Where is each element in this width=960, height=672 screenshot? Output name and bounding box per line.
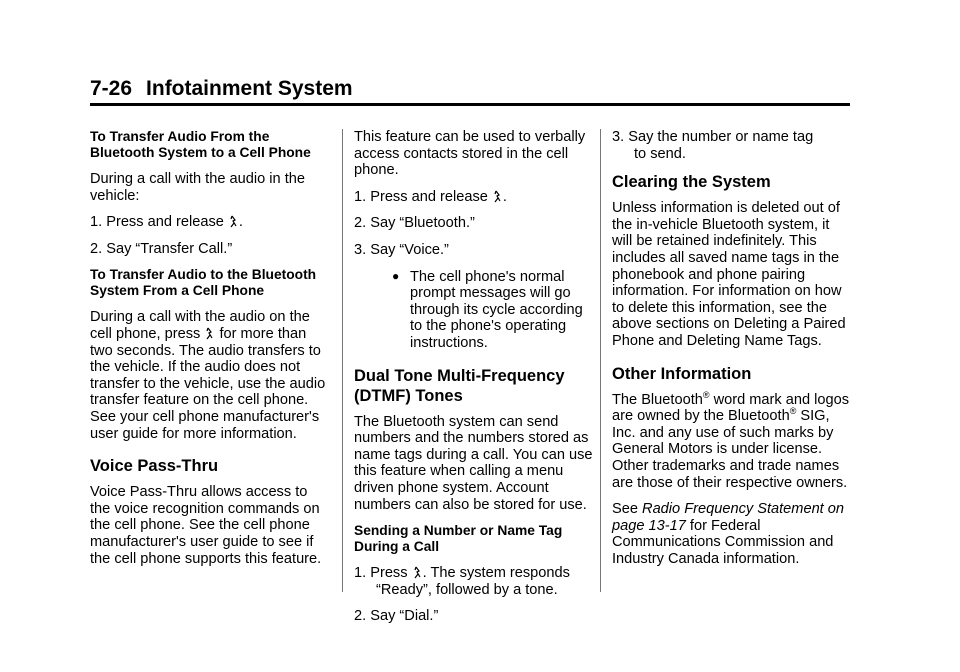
- step-item: [612, 129, 852, 162]
- page-number: 7-26: [90, 77, 133, 100]
- step-text: 1. Press and release: [90, 214, 228, 231]
- subheading: To Transfer Audio From the Bluetooth System to a Cell Phone: [90, 129, 311, 160]
- paragraph-text: SIG, Inc. and any use of such marks by General Motors is under license. Other trademarks and trade names are those of their respective owners.: [612, 408, 848, 491]
- column-divider: [600, 129, 601, 592]
- paragraph: The Bluetooth system can send numbers and the numbers stored as name tags during a call. You can use this feature when calling a menu driven phone system. Account numbers can also be stored for use.: [354, 413, 593, 513]
- page-header: [90, 76, 850, 102]
- section-title: Infotainment System: [146, 77, 353, 100]
- paragraph-text: See: [612, 501, 643, 518]
- paragraph: During a call with the audio in the vehicle:: [90, 171, 305, 204]
- push-to-talk-icon: [494, 190, 501, 203]
- column-3: [612, 129, 852, 577]
- step-text: . The system responds: [422, 565, 570, 582]
- section-heading: Clearing the System: [612, 173, 771, 192]
- step-item: [354, 565, 594, 598]
- step-item: [354, 189, 594, 206]
- step-item: [90, 214, 330, 231]
- push-to-talk-icon: [206, 327, 213, 340]
- subheading: Sending a Number or Name Tag During a Call: [354, 523, 563, 555]
- paragraph: Voice Pass-Thru allows access to the voice recognition commands on the cell phone. See the cell phone manufacturer's user guide to see if the cell phone supports this feature.: [90, 484, 322, 567]
- paragraph: [612, 389, 852, 492]
- step-text: to send.: [634, 145, 686, 162]
- paragraph-text: During a call with the audio on the cell phone, press: [90, 309, 310, 342]
- step-text: .: [502, 188, 507, 205]
- step-text: 1. Press: [354, 565, 412, 582]
- step-item: 3. Say “Voice.”: [354, 241, 449, 258]
- step-text: “Ready”, followed by a tone.: [376, 581, 558, 598]
- registered-mark: ®: [702, 389, 710, 400]
- push-to-talk-icon: [414, 566, 421, 579]
- cross-reference-link[interactable]: Radio Frequency Statement on page 13-17: [612, 501, 845, 534]
- paragraph-text: The Bluetooth: [612, 391, 703, 408]
- paragraph-text: for more than two seconds. The audio transfers to the vehicle. If the audio does not transfer to the vehicle, use the audio transfer feature on the cell phone. See your cell phone manufacturer's user guide for more information.: [90, 325, 326, 442]
- paragraph: Unless information is deleted out of the in-vehicle Bluetooth system, it will be retained indefinitely. This includes all saved name tags in the phonebook and phone pairing information. For information on how to delete this information, see the above sections on Deleting a Paired Phone and Deleting Name Tags.: [612, 200, 846, 349]
- step-item: 2. Say “Transfer Call.”: [90, 240, 233, 257]
- paragraph-text: word mark and logos are owned by the Bluetooth: [612, 391, 850, 425]
- step-number: 3.: [612, 129, 629, 145]
- column-divider: [342, 129, 343, 592]
- push-to-talk-icon: [230, 215, 237, 228]
- bullet-text: The cell phone's normal prompt messages will go through its cycle according to the phone's operating instructions.: [410, 268, 583, 351]
- section-heading: Dual Tone Multi-Frequency (DTMF) Tones: [354, 366, 565, 405]
- step-text: Say the number or name tag: [628, 129, 814, 145]
- column-1: [90, 129, 330, 577]
- section-heading: Voice Pass-Thru: [90, 457, 219, 476]
- step-item: 2. Say “Dial.”: [354, 608, 439, 625]
- paragraph: [90, 309, 330, 442]
- header-rule: [90, 103, 850, 106]
- column-2: [354, 129, 594, 635]
- paragraph: This feature can be used to verbally access contacts stored in the cell phone.: [354, 129, 586, 179]
- bullet-item: [354, 269, 594, 352]
- step-text: 1. Press and release: [354, 188, 492, 205]
- subheading: To Transfer Audio to the Bluetooth System From a Cell Phone: [90, 267, 317, 299]
- paragraph: [612, 501, 852, 567]
- registered-mark: ®: [789, 406, 797, 417]
- step-text: .: [238, 214, 243, 231]
- bullet-icon: ●: [392, 268, 400, 283]
- step-item: 2. Say “Bluetooth.”: [354, 215, 475, 232]
- page-title: [90, 76, 850, 102]
- paragraph-text: for Federal Communications Commission and Industry Canada information.: [612, 517, 834, 567]
- section-heading: Other Information: [612, 364, 752, 383]
